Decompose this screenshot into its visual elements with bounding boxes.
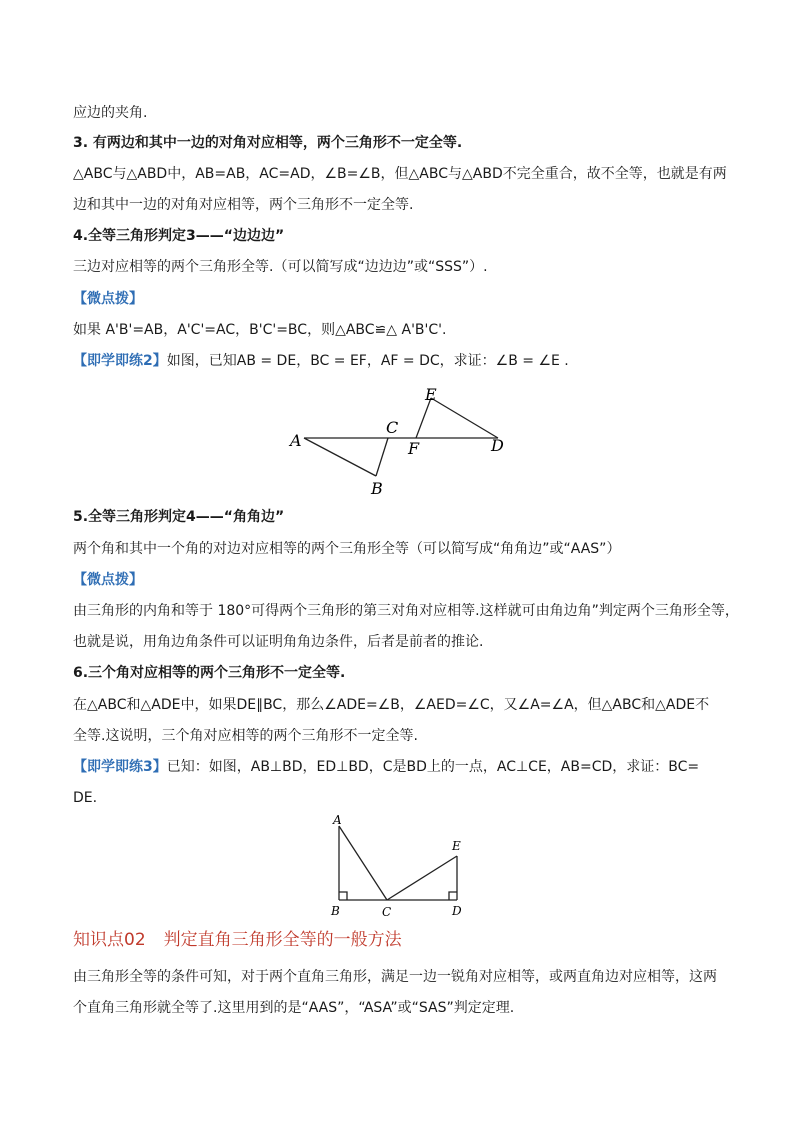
label-C: C	[386, 418, 399, 437]
label-A: A	[333, 813, 342, 827]
label-D: D	[452, 904, 462, 918]
figure-2	[325, 810, 475, 922]
label-F: F	[408, 439, 420, 458]
exercise-text: 如图，已知AB = DE，BC = EF，AF = DC，求证：∠B = ∠E .	[166, 353, 569, 369]
text-line: 由三角形的内角和等于 180°可得两个三角形的第三对角对应相等.这样就可由角边角”判定两个三角形全等，	[73, 603, 739, 619]
text-line: 个直角三角形就全等了.这里用到的是“AAS”，“ASA”或“SAS”判定定理.	[73, 1000, 515, 1016]
rule-heading-4: 4.全等三角形判定3——“边边边”	[73, 228, 285, 244]
text-line: 由三角形全等的条件可知，对于两个直角三角形，满足一边一锐角对应相等，或两直角边对应相等，这两	[73, 969, 717, 985]
text-line: 在△ABC和△ADE中，如果DE∥BC，那么∠ADE=∠B，∠AED=∠C，又∠A=∠A，但△ABC和△ADE不	[73, 697, 710, 713]
text-line: 如果 A'B'=AB，A'C'=AC，B'C'=BC，则△ABC≌△ A'B'C'.	[73, 322, 447, 338]
text-line: 也就是说，用角边角条件可以证明角角边条件，后者是前者的推论.	[73, 634, 484, 650]
exercise-3	[73, 757, 733, 777]
exercise-label: 【即学即练2】	[73, 353, 167, 369]
rule-heading-5: 5.全等三角形判定4——“角角边”	[73, 509, 285, 525]
label-D: D	[491, 436, 504, 455]
text-line: 边和其中一边的对角对应相等，两个三角形不一定全等.	[73, 197, 414, 213]
text-line: 应边的夹角.	[73, 105, 148, 121]
exercise-text: 已知：如图，AB⊥BD，ED⊥BD，C是BD上的一点，AC⊥CE，AB=CD，求证：BC=	[166, 759, 700, 775]
tip-label: 【微点拨】	[73, 291, 143, 307]
text-line: DE.	[73, 790, 98, 806]
text-line: 两个角和其中一个角的对边对应相等的两个三角形全等（可以简写成“角角边”或“AAS”）	[73, 541, 621, 557]
section-heading	[73, 928, 402, 952]
label-B: B	[331, 904, 340, 918]
exercise-label: 【即学即练3】	[73, 759, 167, 775]
text-line: △ABC与△ABD中，AB=AB，AC=AD，∠B=∠B，但△ABC与△ABD不完全重合，故不全等，也就是有两	[73, 166, 727, 182]
rule-heading-3: 3. 有两边和其中一边的对角对应相等，两个三角形不一定全等.	[73, 135, 463, 151]
text-line: 全等.这说明，三个角对应相等的两个三角形不一定全等.	[73, 728, 418, 744]
label-E: E	[452, 839, 461, 853]
label-E: E	[425, 385, 437, 404]
rule-heading-6: 6.三个角对应相等的两个三角形不一定全等.	[73, 665, 346, 681]
label-B: B	[371, 479, 383, 498]
tip-label: 【微点拨】	[73, 572, 143, 588]
section-number: 知识点02	[73, 930, 146, 950]
section-title: 判定直角三角形全等的一般方法	[163, 930, 402, 950]
label-C: C	[382, 905, 392, 919]
label-A: A	[290, 431, 302, 450]
exercise-2	[73, 351, 733, 371]
text-line: 三边对应相等的两个三角形全等.（可以简写成“边边边”或“SSS”）.	[73, 259, 488, 275]
figure-1	[280, 380, 520, 500]
